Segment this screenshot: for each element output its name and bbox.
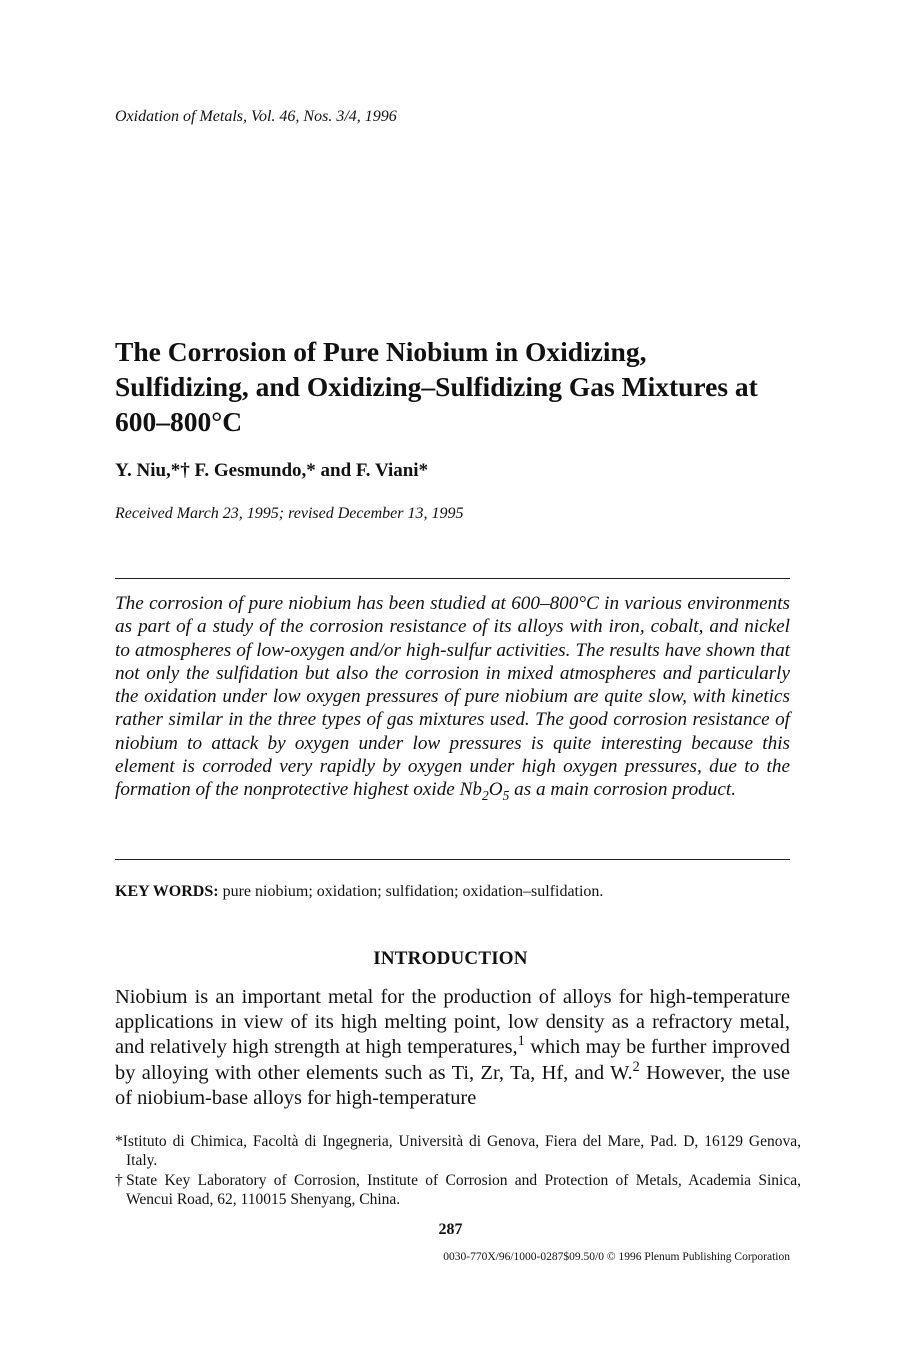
received-dates: Received March 23, 1995; revised December 13, 1995	[115, 505, 464, 522]
reference-marker: 2	[632, 1058, 640, 1075]
introduction-paragraph: Niobium is an important metal for the production of alloys for high-temperature applications in view of its high melting point, low density as a refractory metal, and relatively high strength at high temperatures,$^1$ which may be further improved by alloying with other elements such as Ti, Zr, Ta, Hf, and W.$^2$ However, the use of niobium-base alloys for high-temperature	[115, 986, 791, 1109]
footnote-affiliation-genova: *Istituto di Chimica, Facoltà di Ingegneria, Università di Genova, Fiera del Mare, Pad. D, 16129 Genova, Italy.	[115, 1133, 801, 1169]
abstract-bottom-rule	[115, 859, 790, 860]
author-list: Y. Niu,*† F. Gesmundo,* and F. Viani*	[115, 460, 429, 481]
reference-marker: 1	[517, 1033, 525, 1050]
abstract-text-end: as a main corrosion product.	[509, 779, 737, 801]
keywords	[115, 883, 603, 901]
page-number: 287	[438, 1221, 463, 1238]
abstract-top-rule	[115, 578, 790, 579]
footnote-affiliation-shenyang: †State Key Laboratory of Corrosion, Institute of Corrosion and Protection of Metals, Academia Sinica, Wencui Road, 62, 110015 Shenyang, China.	[115, 1172, 801, 1208]
journal-citation: Oxidation of Metals, Vol. 46, Nos. 3/4, 1996	[115, 108, 397, 125]
keywords-label: KEY WORDS:	[115, 883, 219, 900]
section-heading: INTRODUCTION	[373, 948, 528, 969]
copyright-line: 0030-770X/96/1000-0287$09.50/0 © 1996 Plenum Publishing Corporation	[443, 1251, 790, 1263]
keywords-text: pure niobium; oxidation; sulfidation; oxidation–sulfidation.	[222, 883, 604, 900]
article-title: The Corrosion of Pure Niobium in Oxidizing, Sulfidizing, and Oxidizing–Sulfidizing Gas Mixtures at 600–800°C	[115, 336, 758, 437]
abstract-text: The corrosion of pure niobium has been studied at 600–800°C in various environments as part of a study of the corrosion resistance of its alloys with iron, cobalt, and nickel to atmospheres of low-oxygen and/or high-sulfur activities. The results have shown that not only the sulfidation but also the corrosion in mixed atmospheres and particularly the oxidation under low oxygen pressures of pure niobium are quite slow, with kinetics rather similar in the three types of gas mixtures used. The good corrosion resistance of niobium to attack by oxygen under low pressures is quite interesting because this element is corroded very rapidly by oxygen under high oxygen pressures, due to the formation of the nonprotective highest oxide	[115, 593, 790, 801]
abstract-formula: $Nb_2O_5$	[459, 779, 510, 804]
abstract	[115, 592, 790, 802]
